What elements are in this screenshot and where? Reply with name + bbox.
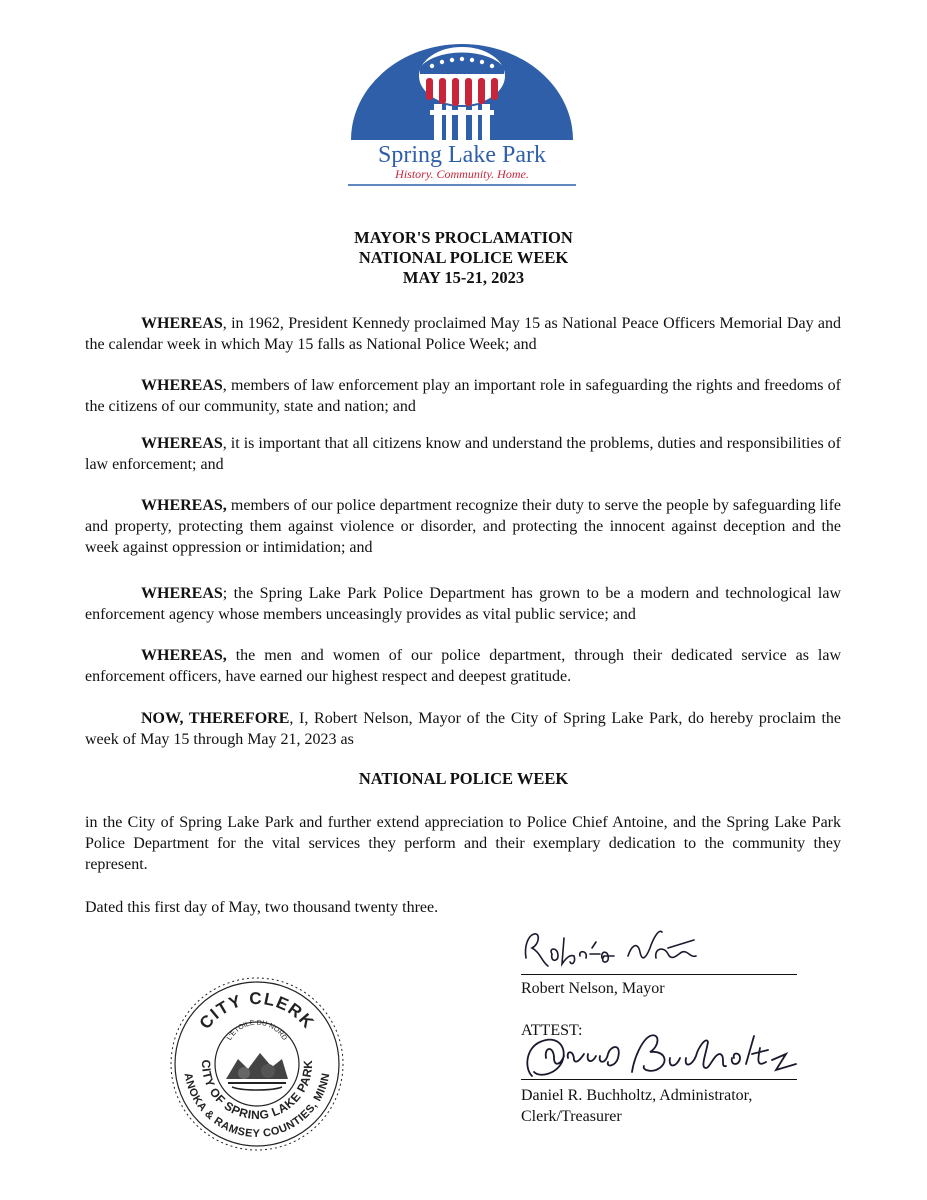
- clerk-name: Daniel R. Buchholtz, Administrator,: [521, 1087, 753, 1104]
- therefore-text: , I, Robert Nelson, Mayor of the City of Spring Lake Park, do hereby proclaim the week of May 15 through May 21, 2023 as: [85, 710, 841, 748]
- svg-text:L'ETOILE DU NORD: [226, 1020, 288, 1042]
- whereas-paragraph-1: [85, 313, 841, 355]
- clerk-title: Clerk/Treasurer: [521, 1108, 622, 1125]
- whereas-paragraph-6: [85, 645, 841, 687]
- seal-landscape-emblem: [226, 1053, 288, 1090]
- proclamation-title: MAYOR'S PROCLAMATION: [354, 228, 573, 247]
- therefore-lead: NOW, THEREFORE: [141, 710, 290, 727]
- seal-top-text: CITY CLERK: [195, 988, 319, 1033]
- whereas-text: , it is important that all citizens know and understand the problems, duties and responsibilities of law enforcement; and: [85, 435, 841, 473]
- seal-motto: L'ETOILE DU NORD: [226, 1019, 288, 1042]
- dated-line: Dated this first day of May, two thousand twenty three.: [85, 899, 439, 916]
- logo-tagline: History. Community. Home.: [395, 167, 529, 181]
- whereas-lead: WHEREAS: [141, 377, 223, 394]
- mayor-signature: [518, 918, 758, 974]
- whereas-lead: WHEREAS: [141, 435, 223, 452]
- logo-name: Spring Lake Park: [378, 142, 546, 168]
- whereas-text: , members of law enforcement play an important role in safeguarding the rights and freedoms of the citizens of our community, state and nation; and: [85, 377, 841, 415]
- whereas-paragraph-3: [85, 433, 841, 475]
- proclamation-dates: MAY 15-21, 2023: [402, 268, 525, 287]
- declaration-title: NATIONAL POLICE WEEK: [358, 769, 569, 788]
- whereas-paragraph-2: [85, 375, 841, 417]
- whereas-text: ; the Spring Lake Park Police Department has grown to be a modern and technological law enforcement agency whose members unceasingly provides as vital public service; and: [85, 585, 841, 623]
- seal-bottom-text: CITY OF SPRING LAKE PARK: [198, 1059, 316, 1123]
- clerk-signature-line: [521, 1079, 797, 1080]
- attest-label: ATTEST:: [521, 1022, 583, 1039]
- whereas-lead: WHEREAS: [141, 315, 223, 332]
- seal-outer-text: ANOKA & RAMSEY COUNTIES, MINN: [181, 1071, 333, 1141]
- mayor-name: Robert Nelson, Mayor: [521, 980, 665, 997]
- whereas-lead: WHEREAS,: [141, 647, 227, 664]
- whereas-text: members of our police department recognize their duty to serve the people by safeguarding life and property, protecting them against violence or disorder, and protecting the innocent against deception and the week against oppression or intimidation; and: [85, 497, 841, 556]
- closing-paragraph: in the City of Spring Lake Park and further extend appreciation to Police Chief Antoine, and the Spring Lake Park Police Department for the vital services they perform and their exemplary dedication to the community they represent.: [85, 814, 841, 873]
- whereas-lead: WHEREAS: [141, 585, 223, 602]
- whereas-text: , in 1962, President Kennedy proclaimed May 15 as National Peace Officers Memorial Day and the calendar week in which May 15 falls as National Police Week; and: [85, 315, 841, 353]
- proclamation-subtitle: NATIONAL POLICE WEEK: [358, 248, 569, 267]
- water-tower-dome: [351, 44, 573, 144]
- whereas-paragraph-5: [85, 583, 841, 625]
- whereas-text: the men and women of our police department, through their dedicated service as law enforcement officers, have earned our highest respect and deepest gratitude.: [85, 647, 841, 685]
- whereas-lead: WHEREAS,: [141, 497, 227, 514]
- whereas-paragraph-4: [85, 495, 841, 558]
- mayor-signature-line: [521, 974, 797, 975]
- spring-lake-park-logo: [346, 38, 578, 188]
- city-clerk-seal: [168, 975, 346, 1153]
- therefore-paragraph: [85, 708, 841, 750]
